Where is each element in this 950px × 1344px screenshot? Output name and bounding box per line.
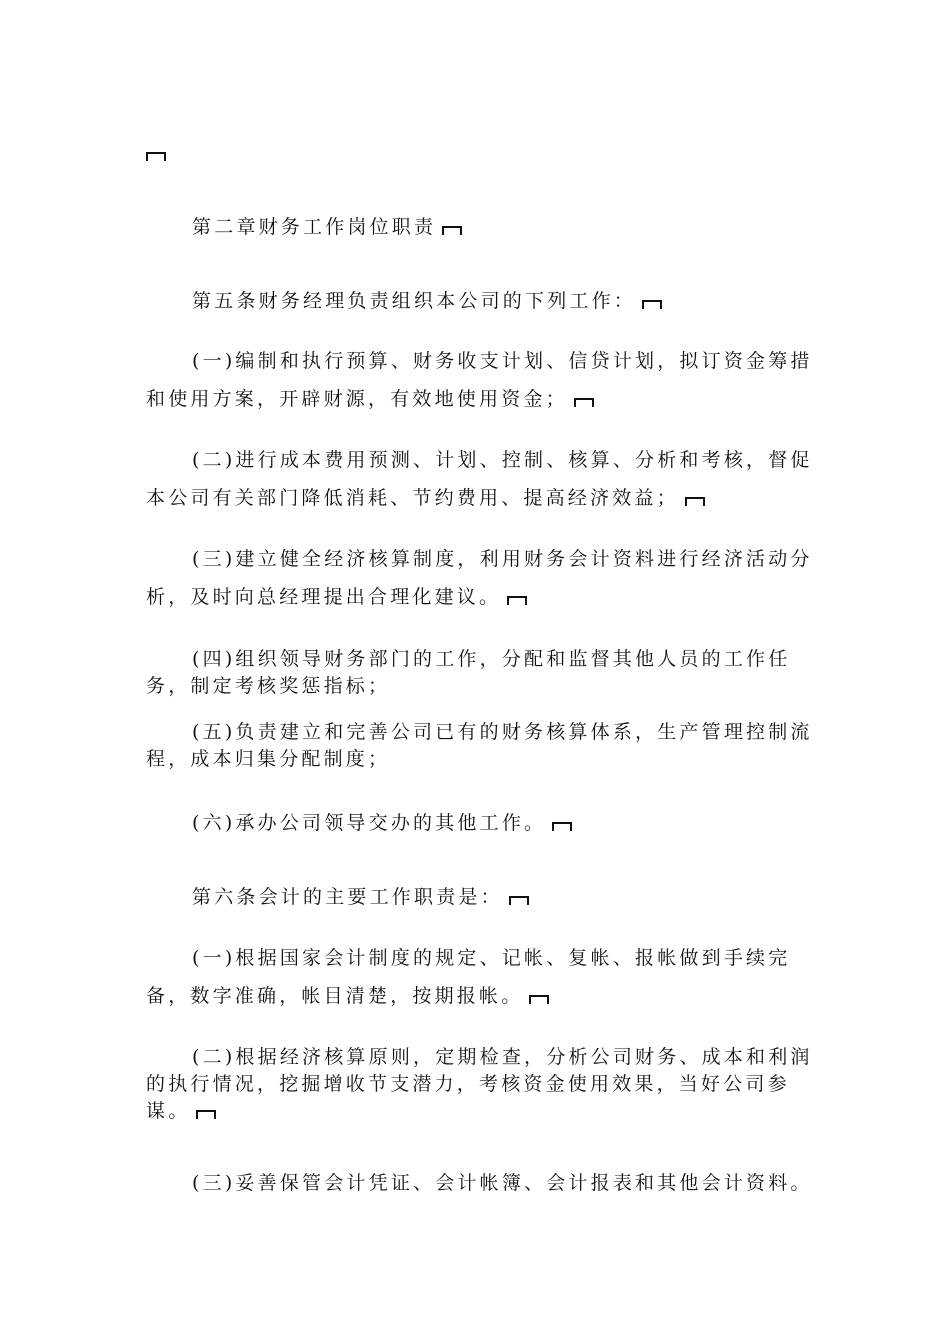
paragraph-mark-icon	[552, 822, 572, 831]
article6-item-1: (一)根据国家会计制度的规定、记帐、复帐、报帐做到手续完备，数字准确，帐目清楚，按期报帐。	[146, 947, 791, 1007]
article5-item-5: (五)负责建立和完善公司已有的财务核算体系，生产管理控制流程，成本归集分配制度；	[146, 721, 813, 770]
article5-item-6: (六)承办公司领导交办的其他工作。	[146, 804, 814, 842]
paragraph-mark-icon	[196, 1110, 216, 1119]
article5-item-2: (二)进行成本费用预测、计划、控制、核算、分析和考核，督促本公司有关部门降低消耗、节约费用、提高经济效益；	[146, 449, 813, 509]
paragraph-mark-icon	[529, 995, 549, 1004]
article6-item-2: (二)根据经济核算原则，定期检查，分析公司财务、成本和利润的执行情况，挖掘增收节支潜力，考核资金使用效果，当好公司参谋。	[146, 1046, 813, 1122]
paragraph-mark-icon	[574, 398, 594, 407]
article5-item-1: (一)编制和执行预算、财务收支计划、信贷计划，拟订资金筹措和使用方案，开辟财源，有效地使用资金；	[146, 350, 813, 410]
paragraph-mark-icon	[442, 226, 462, 235]
paragraph-mark-icon	[507, 596, 527, 605]
paragraph-mark-icon	[642, 300, 662, 309]
article5-heading: 第五条财务经理负责组织本公司的下列工作：	[146, 282, 814, 320]
article6-heading: 第六条会计的主要工作职责是：	[146, 878, 814, 916]
paragraph-mark-icon	[146, 152, 166, 161]
article5-item-3: (三)建立健全经济核算制度，利用财务会计资料进行经济活动分析，及时向总经理提出合理化建议。	[146, 548, 813, 608]
article5-item-4: (四)组织领导财务部门的工作，分配和监督其他人员的工作任务，制定考核奖惩指标；	[146, 648, 791, 697]
paragraph-mark-icon	[685, 497, 705, 506]
paragraph-mark-icon	[509, 896, 529, 905]
article6-item-3: (三)妥善保管会计凭证、会计帐簿、会计报表和其他会计资料。	[192, 1172, 813, 1194]
chapter-title: 第二章财务工作岗位职责	[146, 208, 814, 246]
